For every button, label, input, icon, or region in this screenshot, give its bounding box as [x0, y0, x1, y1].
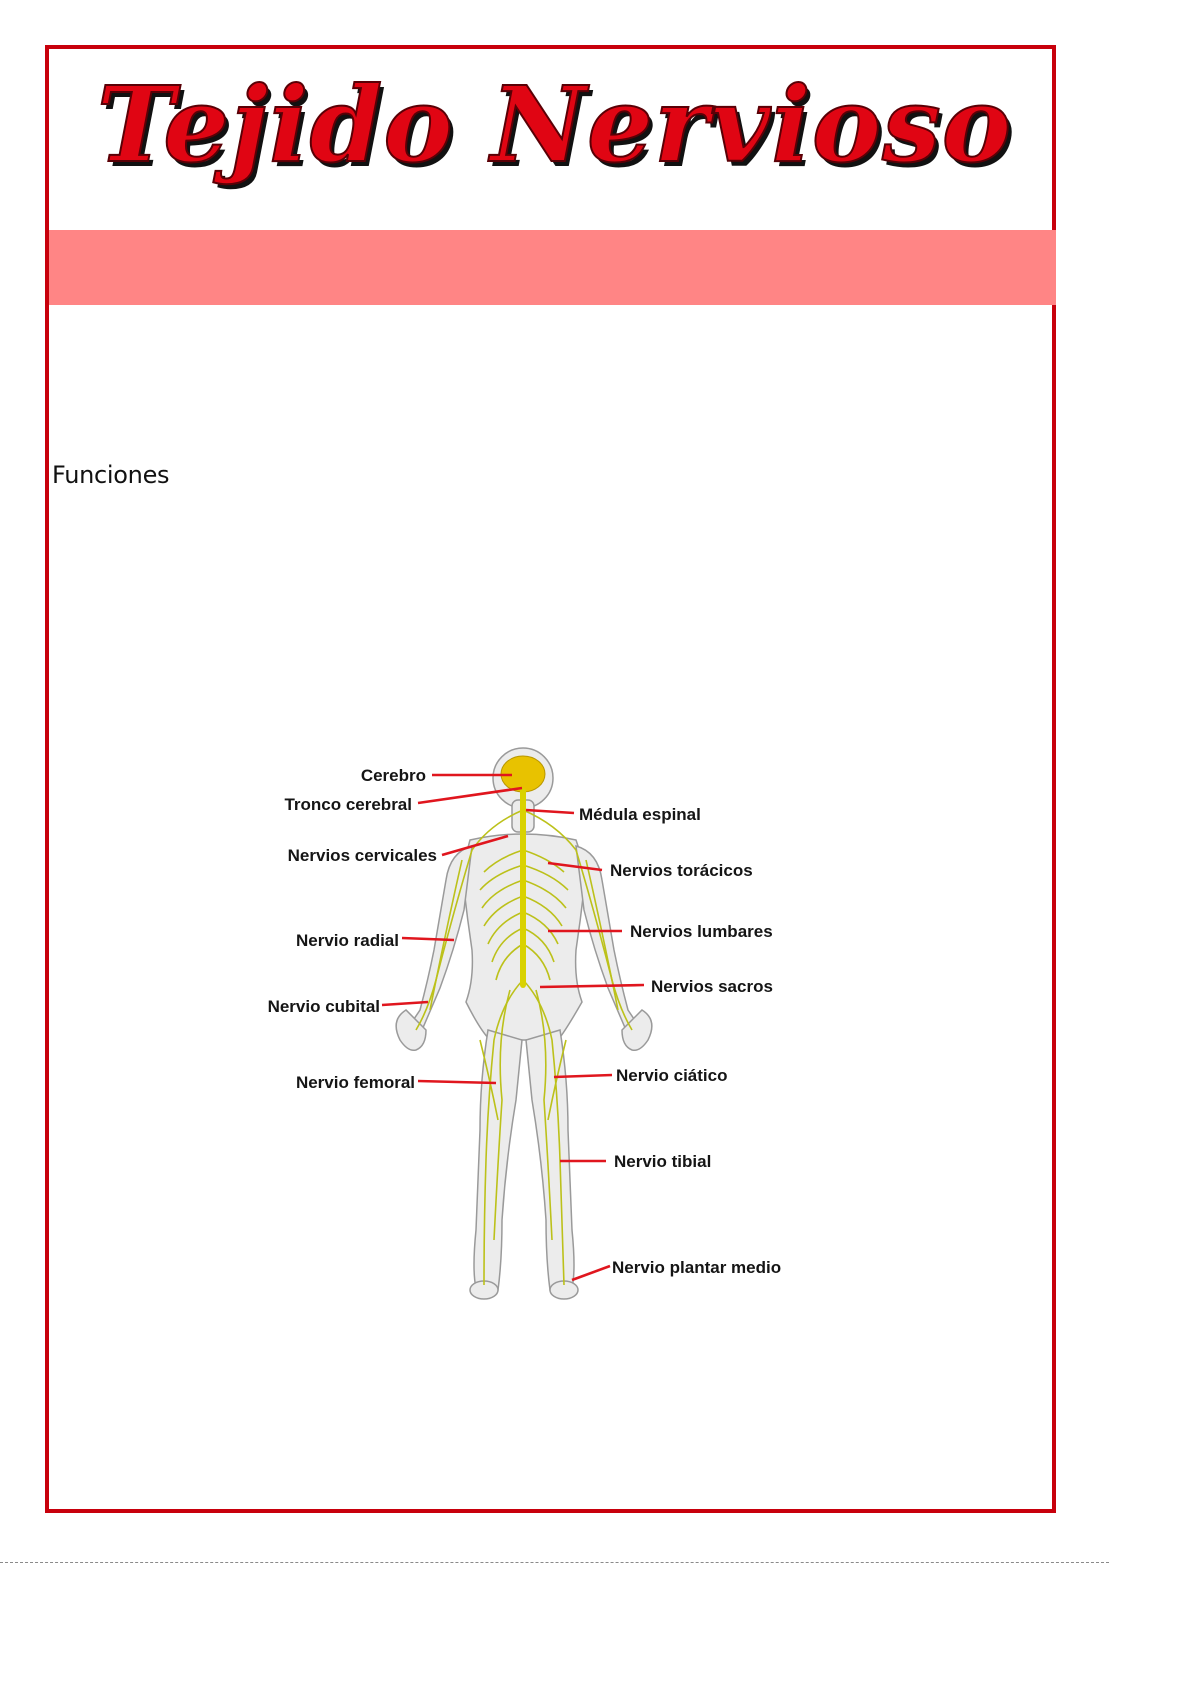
label-nervios-lumbares: Nervios lumbares: [630, 922, 773, 941]
section-header-band: [49, 230, 1056, 305]
page-title: Tejido Nervioso: [96, 63, 1013, 186]
label-nervio-femoral: Nervio femoral: [295, 1073, 415, 1092]
label-nervio-tibial: Nervio tibial: [614, 1152, 712, 1171]
label-nervios-sacros: Nervios sacros: [651, 977, 773, 996]
nervous-system-diagram: [240, 740, 820, 1320]
label-nervios-cervicales: Nervios cervicales: [287, 846, 437, 865]
section-label-funciones: Funciones: [52, 461, 170, 489]
label-cerebro: Cerebro: [360, 766, 426, 785]
spinal-cord-shape: [520, 788, 526, 988]
label-medula-espinal: Médula espinal: [579, 805, 701, 824]
label-nervio-plantar-medio: Nervio plantar medio: [612, 1258, 782, 1277]
page-bottom-rule: [0, 1562, 1109, 1569]
label-tronco-cerebral: Tronco cerebral: [284, 795, 412, 814]
label-nervio-cubital: Nervio cubital: [267, 997, 380, 1016]
label-nervio-ciatico: Nervio ciático: [616, 1066, 728, 1085]
nervous-system-illustration: [240, 740, 820, 1320]
label-nervio-radial: Nervio radial: [296, 931, 399, 950]
label-nervios-toracicos: Nervios torácicos: [610, 861, 753, 880]
